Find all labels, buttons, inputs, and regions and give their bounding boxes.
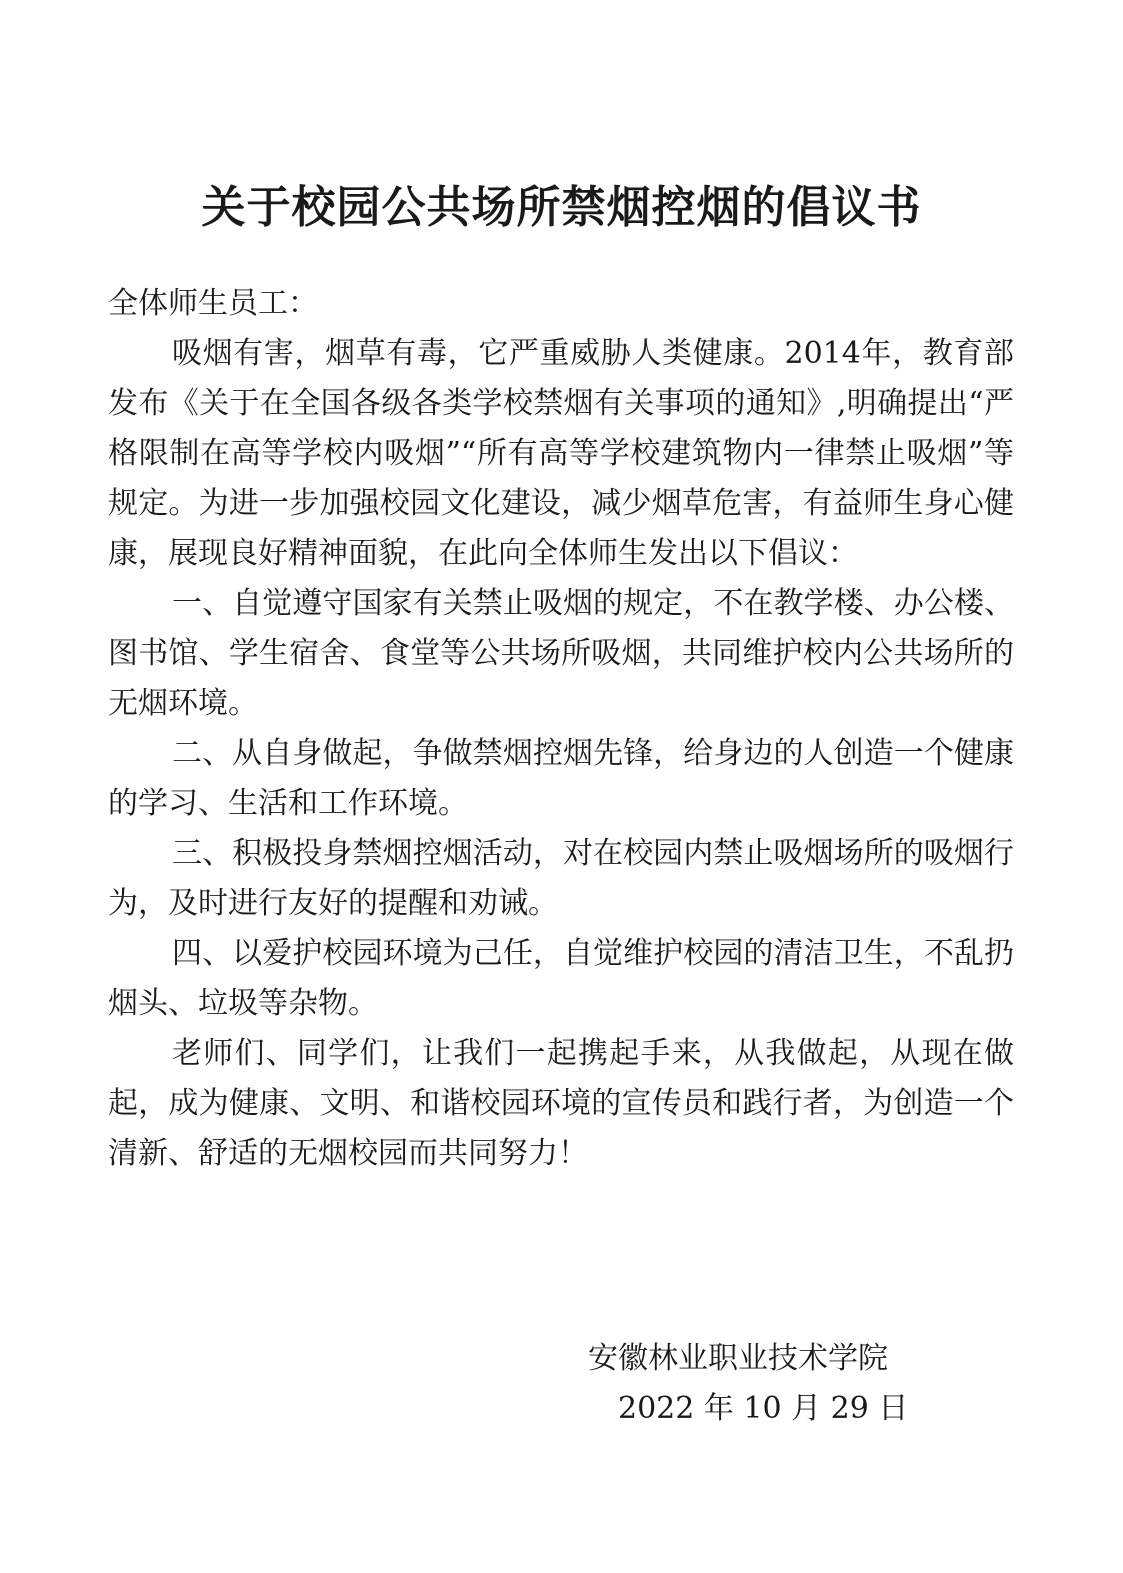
paragraph-item-1: 一、自觉遵守国家有关禁止吸烟的规定，不在教学楼、办公楼、图书馆、学生宿舍、食堂等公共场所吸烟，共同维护校内公共场所的无烟环境。 — [108, 586, 1014, 721]
paragraph-intro: 吸烟有害，烟草有毒，它严重威胁人类健康。2014年，教育部发布《关于在全国各级各类学校禁烟有关事项的通知》,明确提出“严格限制在高等学校内吸烟”“所有高等学校建筑物内一律禁止吸烟”等规定。为进一步加强校园文化建设，减少烟草危害，有益师生身心健康，展现良好精神面貌，在此向全体师生发出以下倡议： — [108, 336, 1014, 571]
signature-organization: 安徽林业职业技术学院 — [588, 1341, 888, 1376]
signature-block — [570, 1334, 930, 1434]
document-body — [108, 279, 1014, 1179]
paragraph-item-2: 二、从自身做起，争做禁烟控烟先锋，给身边的人创造一个健康的学习、生活和工作环境。 — [108, 736, 1014, 821]
paragraph-item-3: 三、积极投身禁烟控烟活动，对在校园内禁止吸烟场所的吸烟行为，及时进行友好的提醒和劝诫。 — [108, 836, 1014, 921]
signature-date: 2022 年 10 月 29 日 — [618, 1391, 909, 1426]
document-title: 关于校园公共场所禁烟控烟的倡议书 — [201, 182, 922, 233]
paragraph-item-4: 四、以爱护校园环境为己任，自觉维护校园的清洁卫生，不乱扔烟头、垃圾等杂物。 — [108, 936, 1014, 1021]
paragraph-closing: 老师们、同学们，让我们一起携起手来，从我做起，从现在做起，成为健康、文明、和谐校园环境的宣传员和践行者，为创造一个清新、舒适的无烟校园而共同努力！ — [108, 1036, 1014, 1171]
salutation: 全体师生员工： — [108, 286, 318, 321]
